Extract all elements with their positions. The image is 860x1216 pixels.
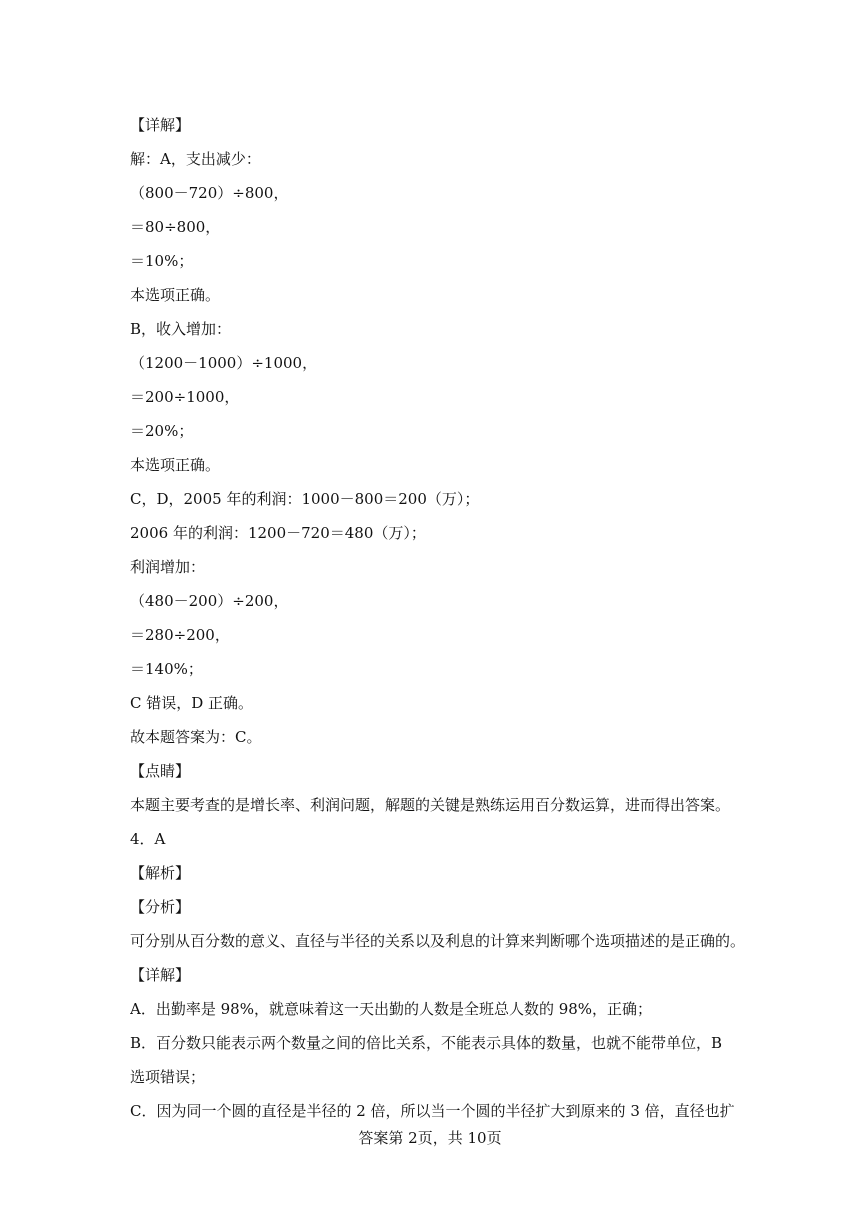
text-line: 本题主要考查的是增长率、利润问题，解题的关键是熟练运用百分数运算，进而得出答案。: [130, 796, 731, 814]
page-footer: 答案第 2页，共 10页: [358, 1129, 502, 1147]
formula-line: ＝280÷200，: [130, 626, 230, 644]
formula-line: （1200－1000）÷1000，: [130, 354, 318, 372]
text-line: B．百分数只能表示两个数量之间的倍比关系，不能表示具体的数量，也就不能带单位，B: [130, 1034, 723, 1052]
section-heading-comment: 【点睛】: [130, 762, 191, 780]
formula-line: ＝10%；: [130, 252, 194, 270]
section-heading-detail: 【详解】: [130, 116, 191, 134]
text-line: A．出勤率是 98%，就意味着这一天出勤的人数是全班总人数的 98%，正确；: [130, 1000, 653, 1018]
text-line: 可分别从百分数的意义、直径与半径的关系以及利息的计算来判断哪个选项描述的是正确的。: [130, 932, 746, 950]
text-line: 解：A，支出减少：: [130, 150, 261, 168]
question-answer-line: 4．A: [130, 830, 166, 848]
text-line: 2006 年的利润：1200－720＝480（万）；: [130, 524, 426, 542]
text-line: B，收入增加：: [130, 320, 232, 338]
text-line: C 错误，D 正确。: [130, 694, 254, 712]
text-line: C．因为同一个圆的直径是半径的 2 倍，所以当一个圆的半径扩大到原来的 3 倍，直径也扩: [130, 1102, 735, 1120]
section-heading-detail: 【详解】: [130, 966, 191, 984]
section-heading-analysis-sub: 【分析】: [130, 898, 191, 916]
formula-line: （800－720）÷800，: [130, 184, 289, 202]
formula-line: ＝20%；: [130, 422, 194, 440]
text-line: 选项错误；: [130, 1068, 206, 1086]
section-heading-analysis: 【解析】: [130, 864, 191, 882]
formula-line: ＝200÷1000，: [130, 388, 240, 406]
formula-line: ＝80÷800，: [130, 218, 221, 236]
text-line: 本选项正确。: [130, 286, 221, 304]
text-line: 利润增加：: [130, 558, 206, 576]
text-line: C，D，2005 年的利润：1000－800＝200（万）；: [130, 490, 480, 508]
answer-line: 故本题答案为：C。: [130, 728, 262, 746]
text-line: 本选项正确。: [130, 456, 221, 474]
answer-content: [130, 108, 750, 1128]
formula-line: （480－200）÷200，: [130, 592, 289, 610]
formula-line: ＝140%；: [130, 660, 203, 678]
